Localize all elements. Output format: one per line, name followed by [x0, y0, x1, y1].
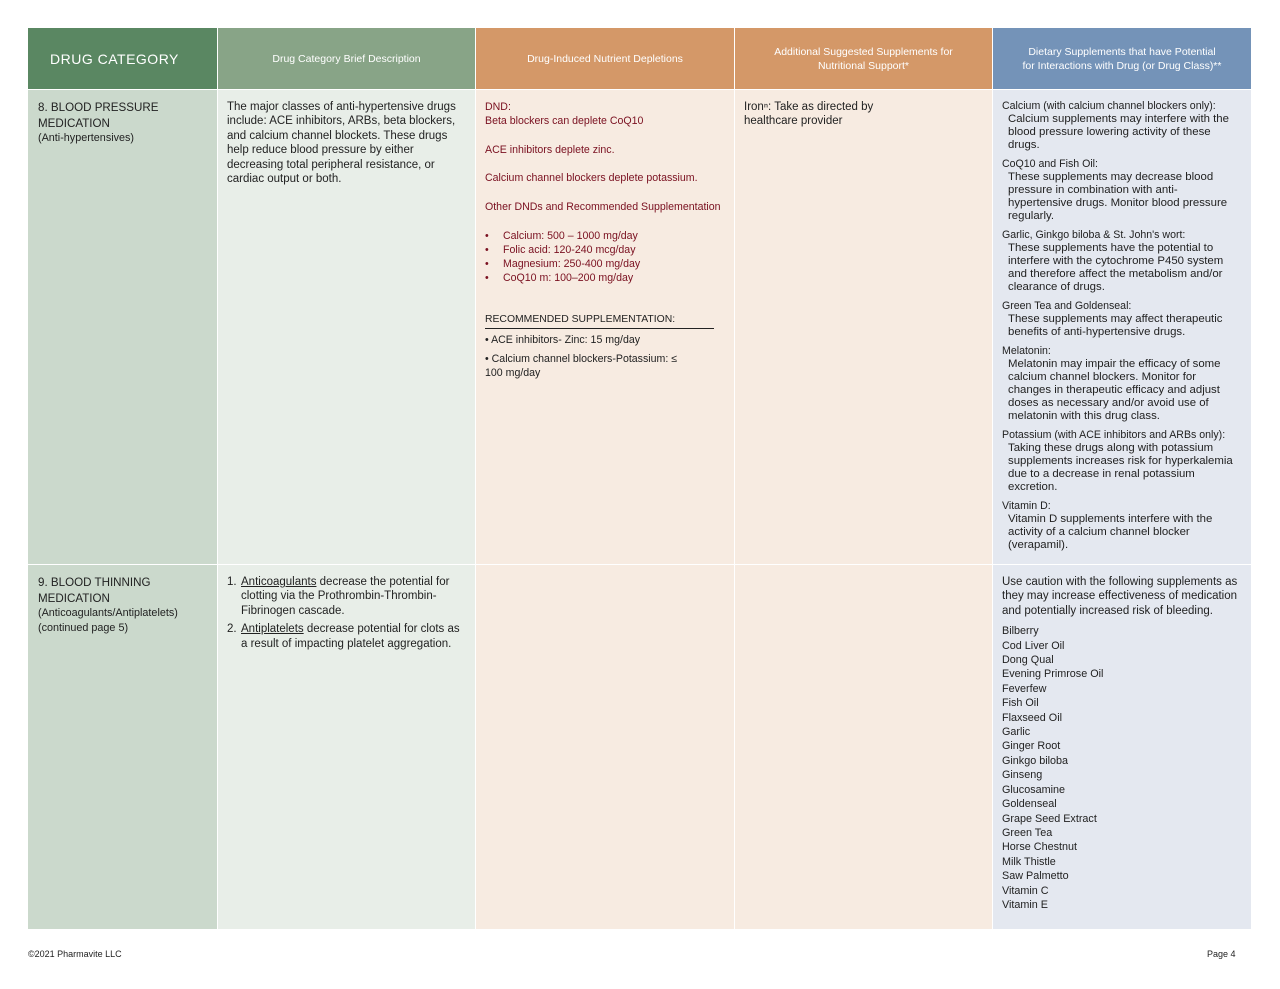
- list-item: Dong Qual: [1002, 654, 1054, 667]
- list-item: • Magnesium: 250-400 mg/day: [485, 257, 725, 271]
- interaction-heading: Green Tea and Goldenseal:: [1002, 300, 1132, 312]
- recommended-ccb: • Calcium channel blockers-Potassium: ≤ 100 mg/day: [485, 352, 678, 379]
- row8-additional-text: Ironⁿ: Take as directed by healthcare provider: [744, 101, 874, 128]
- header-additional-supplements-label: Additional Suggested Supplements for Nutritional Support*: [774, 45, 953, 72]
- interaction-body: Melatonin may impair the efficacy of some calcium channel blockers. Monitor for changes in therapeutic efficacy and adjust doses as necessary and/or avoid use of melatonin with this drug class.: [1008, 358, 1221, 422]
- list-item: Flaxseed Oil: [1002, 711, 1063, 724]
- row9-category-note: (continued page 5): [38, 622, 129, 634]
- interaction-heading: Calcium (with calcium channel blockers only):: [1002, 100, 1216, 112]
- row9-description: [218, 565, 475, 929]
- list-item: Ginseng: [1002, 769, 1043, 782]
- list-item: Green Tea: [1002, 826, 1053, 839]
- interaction-body: Taking these drugs along with potassium supplements increases risk for hyperkalemia due to a decrease in renal potassium excretion.: [1008, 442, 1233, 493]
- list-item: Bilberry: [1002, 625, 1039, 638]
- interaction-heading: Garlic, Ginkgo biloba & St. John's wort:: [1002, 229, 1186, 241]
- row9-interactions: [993, 565, 1251, 929]
- list-item: Cod Liver Oil: [1002, 639, 1065, 652]
- dnd-ace-inhibitors: ACE inhibitors deplete zinc.: [485, 143, 615, 156]
- header-brief-description: Drug Category Brief Description: [218, 28, 475, 89]
- list-item: Fish Oil: [1002, 697, 1039, 710]
- interaction-heading: Melatonin:: [1002, 345, 1051, 357]
- interaction-heading: CoQ10 and Fish Oil:: [1002, 158, 1098, 170]
- header-interactions-label: Dietary Supplements that have Potential for Interactions with Drug (or Drug Class)**: [1022, 45, 1222, 72]
- list-item: Grape Seed Extract: [1002, 812, 1097, 825]
- dnd-list: [485, 229, 725, 286]
- list-item: Ginkgo biloba: [1002, 754, 1069, 767]
- list-item: [227, 622, 466, 651]
- list-item: Milk Thistle: [1002, 855, 1056, 868]
- list-item: Saw Palmetto: [1002, 870, 1069, 883]
- list-item: • Calcium: 500 – 1000 mg/day: [485, 229, 725, 243]
- row9-caution-text: Use caution with the following supplements as they may increase effectiveness of medication and potentially increased risk of bleeding.: [1002, 576, 1238, 617]
- item-term: Antiplatelets: [241, 623, 304, 636]
- interaction-heading: Vitamin D:: [1002, 500, 1051, 512]
- row9-additional: [735, 565, 992, 929]
- interaction-body: These supplements may affect therapeutic benefits of anti-hypertensive drugs.: [1008, 313, 1223, 338]
- interaction-body: These supplements may decrease blood pressure in combination with anti-hypertensive drugs. Monitor blood pressure regularly.: [1008, 171, 1228, 222]
- list-item: • CoQ10 m: 100–200 mg/day: [485, 271, 725, 285]
- dnd-calcium-channel: Calcium channel blockers deplete potassium.: [485, 172, 698, 185]
- item-term: Anticoagulants: [241, 576, 317, 588]
- row9-description-list: [227, 575, 466, 651]
- interaction-body: Calcium supplements may interfere with the blood pressure lowering activity of these drugs.: [1008, 113, 1229, 151]
- row8-category: [28, 90, 217, 564]
- list-item: Evening Primrose Oil: [1002, 668, 1104, 681]
- row8-description-text: The major classes of anti-hypertensive drugs include: ACE inhibitors, ARBs, beta blockers, and calcium channel blockets. These drugs help reduce blood pressure by either decreasing total peripheral resistance, or cardiac output or both.: [227, 101, 456, 186]
- row9-depletions: [476, 565, 734, 929]
- list-item: Glucosamine: [1002, 783, 1066, 796]
- header-drug-category: DRUG CATEGORY: [28, 28, 217, 89]
- list-item: Horse Chestnut: [1002, 841, 1078, 854]
- recommended-ace: • ACE inhibitors- Zinc: 15 mg/day: [485, 333, 641, 346]
- list-item: [227, 575, 466, 618]
- row8-additional: [735, 90, 992, 564]
- dnd-other-header: Other DNDs and Recommended Supplementation: [485, 200, 721, 213]
- list-item: Vitamin E: [1002, 898, 1049, 911]
- list-item: Garlic: [1002, 726, 1031, 739]
- interaction-body: These supplements have the potential to interfere with the cytochrome P450 system and therefore affect the metabolism and/or clearance of drugs.: [1008, 242, 1224, 293]
- row8-category-sub: (Anti-hypertensives): [38, 132, 135, 144]
- item-text: decrease the potential for clotting via the Prothrombin-Thrombin-Fibrinogen cascade.: [241, 576, 450, 617]
- footer-copyright: ©2021 Pharmavite LLC: [28, 949, 122, 959]
- dnd-beta-blockers: Beta blockers can deplete CoQ10: [485, 115, 644, 128]
- list-item: Feverfew: [1002, 682, 1047, 695]
- row8-interactions: [993, 90, 1251, 564]
- list-item: Ginger Root: [1002, 740, 1061, 753]
- list-item: Vitamin C: [1002, 884, 1049, 897]
- item-text: decrease potential for clots as a result of impacting platelet aggregation.: [241, 623, 460, 650]
- header-interactions: [993, 28, 1251, 89]
- recommended-header: RECOMMENDED SUPPLEMENTATION:: [485, 313, 714, 328]
- item-number: 2.: [227, 623, 237, 636]
- footer-page-number: Page 4: [1207, 949, 1236, 959]
- row9-category: [28, 565, 217, 929]
- interaction-body: Vitamin D supplements interfere with the activity of a calcium channel blocker (verapamil).: [1008, 513, 1213, 551]
- list-item: Goldenseal: [1002, 798, 1057, 811]
- dnd-label: DND:: [485, 101, 511, 113]
- interaction-heading: Potassium (with ACE inhibitors and ARBs only):: [1002, 429, 1226, 441]
- row8-depletions: [476, 90, 734, 564]
- row8-category-title: 8. BLOOD PRESSURE MEDICATION: [38, 101, 159, 130]
- row9-supplement-list: [1002, 624, 1242, 912]
- item-number: 1.: [227, 576, 237, 588]
- row9-category-sub: (Anticoagulants/Antiplatelets): [38, 607, 178, 619]
- row9-category-title: 9. BLOOD THINNING MEDICATION: [38, 576, 151, 605]
- list-item: • Folic acid: 120-240 mcg/day: [485, 243, 725, 257]
- header-additional-supplements: [735, 28, 992, 89]
- row8-description: [218, 90, 475, 564]
- header-depletions: Drug-Induced Nutrient Depletions: [476, 28, 734, 89]
